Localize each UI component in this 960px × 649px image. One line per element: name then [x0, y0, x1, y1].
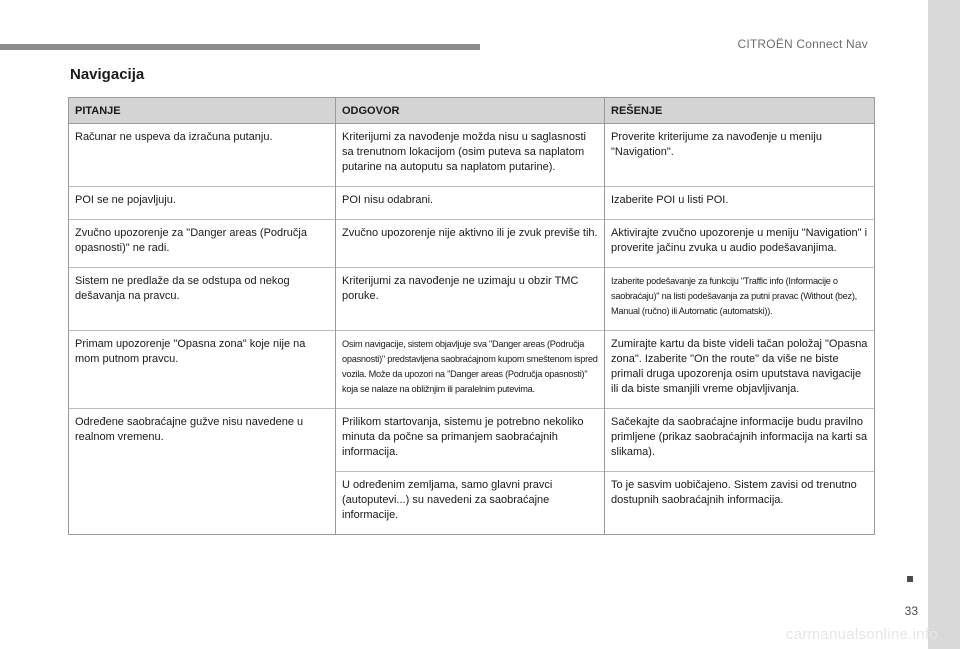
solution-cell: Zumirajte kartu da biste videli tačan položaj "Opasna zona". Izaberite "On the route" da više ne biste primali druga upozorenja osim uputstava navigacije ili da biste smanjili vreme objavljivanja. [605, 331, 875, 409]
solution-cell: Proverite kriterijume za navođenje u meniju "Navigation". [605, 124, 875, 187]
solution-cell: Izaberite POI u listi POI. [605, 187, 875, 220]
answer-cell: POI nisu odabrani. [336, 187, 605, 220]
table-row [69, 268, 875, 331]
table-header-row [69, 98, 875, 124]
solution-cell: Aktivirajte zvučno upozorenje u meniju "Navigation" i proverite jačinu zvuka u audio podešavanjima. [605, 220, 875, 268]
brand-label: CITROËN Connect Nav [737, 37, 868, 51]
solution-cell: To je sasvim uobičajeno. Sistem zavisi od trenutno dostupnih saobraćajnih informacija. [605, 472, 875, 535]
column-header-solution: REŠENJE [605, 98, 875, 124]
table-row [69, 124, 875, 187]
solution-cell: Izaberite podešavanje za funkciju "Traffic info (Informacije o saobraćaju)" na listi podešavanja za putni pravac (Without (bez), Manual (ručno) ili Automatic (automatski)). [605, 268, 875, 331]
answer-cell: Prilikom startovanja, sistemu je potrebno nekoliko minuta da počne sa primanjem saobraćajnih informacija. [336, 409, 605, 472]
table-row [69, 409, 875, 472]
question-cell: Računar ne uspeva da izračuna putanju. [69, 124, 336, 187]
table-row [69, 220, 875, 268]
header-rule [0, 44, 480, 50]
page-marker-icon [907, 576, 913, 582]
question-cell: Sistem ne predlaže da se odstupa od nekog dešavanja na pravcu. [69, 268, 336, 331]
column-header-question: PITANJE [69, 98, 336, 124]
question-cell: Primam upozorenje "Opasna zona" koje nije na mom putnom pravcu. [69, 331, 336, 409]
answer-cell: Kriterijumi za navođenje možda nisu u saglasnosti sa trenutnom lokacijom (osim puteva sa naplatom putarine na autoputu sa naplatom putarine). [336, 124, 605, 187]
faq-table [68, 97, 875, 535]
question-cell: POI se ne pojavljuju. [69, 187, 336, 220]
solution-cell: Sačekajte da saobraćajne informacije budu pravilno primljene (prikaz saobraćajnih informacija na karti sa slikama). [605, 409, 875, 472]
table-row [69, 187, 875, 220]
question-cell: Određene saobraćajne gužve nisu navedene u realnom vremenu. [69, 409, 336, 472]
table-row [69, 331, 875, 409]
question-cell [69, 472, 336, 535]
page-title: Navigacija [70, 66, 145, 83]
answer-cell: Kriterijumi za navođenje ne uzimaju u obzir TMC poruke. [336, 268, 605, 331]
page-side-strip [928, 0, 960, 649]
answer-cell: Zvučno upozorenje nije aktivno ili je zvuk previše tih. [336, 220, 605, 268]
answer-cell: Osim navigacije, sistem objavljuje sva "Danger areas (Područja opasnosti)" predstavljena saobraćajnom kupom smeštenom ispred vozila. Može da upozori na "Danger areas (Područja opasnosti)" koja se nalaze na obližnjim ili paralelnim putevima. [336, 331, 605, 409]
answer-cell: U određenim zemljama, samo glavni pravci (autoputevi...) su navedeni za saobraćajne informacije. [336, 472, 605, 535]
question-cell: Zvučno upozorenje za "Danger areas (Područja opasnosti)" ne radi. [69, 220, 336, 268]
column-header-answer: ODGOVOR [336, 98, 605, 124]
page-number: 33 [904, 604, 918, 618]
table-row [69, 472, 875, 535]
watermark: carmanualsonline.info [785, 626, 938, 643]
